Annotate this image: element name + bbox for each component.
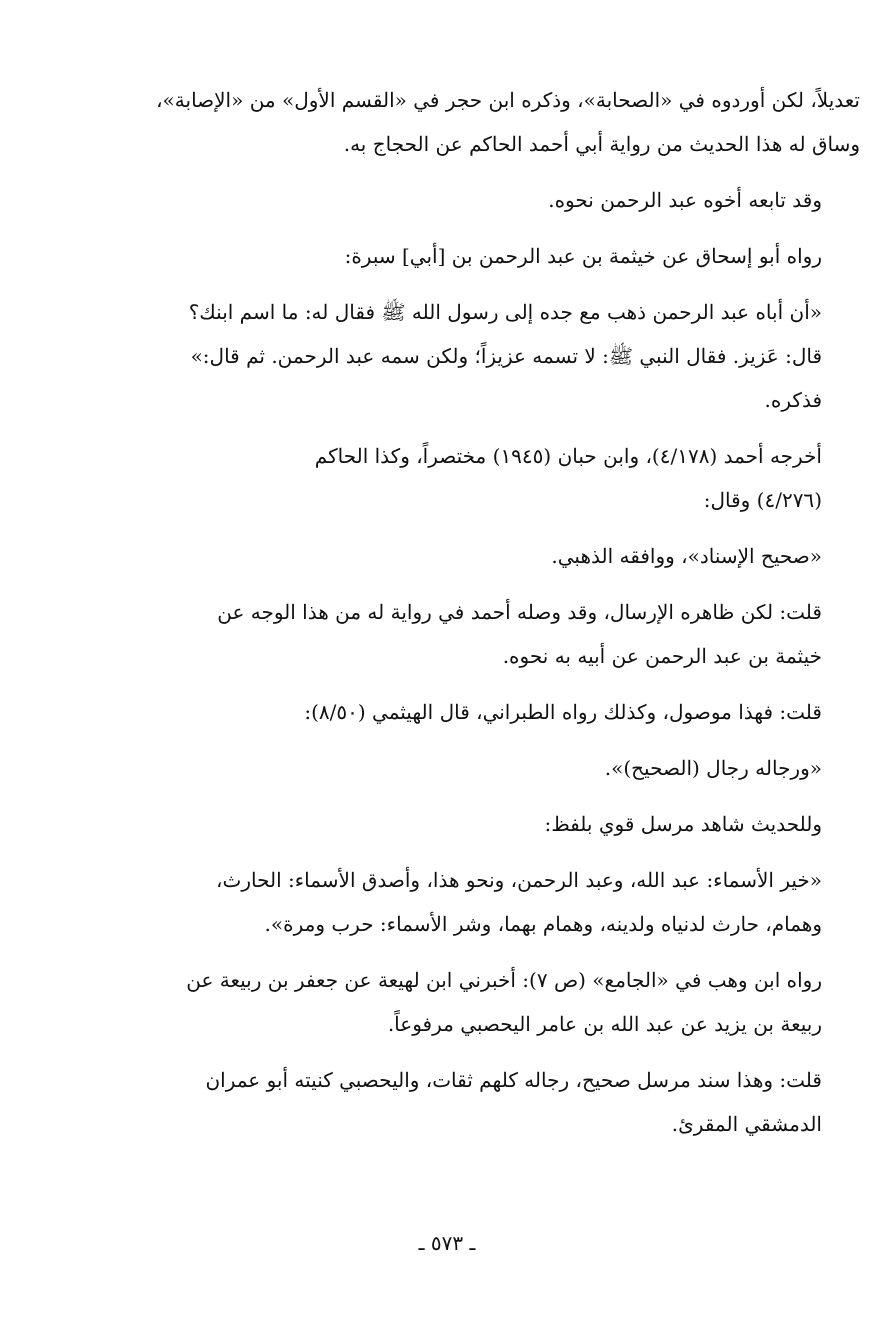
line: (٤/٢٧٦) وقال:: [703, 488, 822, 512]
line: وهمام، حارث لدنياه ولدينه، وهمام بهما، وشر الأسماء: حرب ومرة».: [264, 912, 822, 936]
paragraph-8: [108, 690, 860, 734]
line: وقد تابعه أخوه عبد الرحمن نحوه.: [548, 188, 822, 212]
line: قلت: وهذا سند مرسل صحيح، رجاله كلهم ثقات، واليحصبي كنيته أبو عمران: [205, 1068, 822, 1092]
line: أخرجه أحمد (٤/١٧٨)، وابن حبان (١٩٤٥) مختصراً، وكذا الحاكم: [314, 444, 822, 468]
line: ربيعة بن يزيد عن عبد الله بن عامر اليحصبي مرفوعاً.: [387, 1012, 822, 1036]
line: «أن أباه عبد الرحمن ذهب مع جده إلى رسول الله ﷺ فقال له: ما اسم ابنك؟: [188, 300, 822, 324]
line: قال: عَزيز. فقال النبي ﷺ: لا تسمه عزيزاً؛ ولكن سمه عبد الرحمن. ثم قال:»: [190, 344, 822, 368]
line: وساق له هذا الحديث من رواية أبي أحمد الحاكم عن الحجاج به.: [343, 132, 860, 156]
document-page: [108, 78, 860, 1258]
line: «خير الأسماء: عبد الله، وعبد الرحمن، ونحو هذا، وأصدق الأسماء: الحارث،: [216, 868, 822, 892]
paragraph-3: [108, 234, 860, 278]
paragraph-6: [108, 534, 860, 578]
paragraph-1: [108, 78, 860, 166]
line: وللحديث شاهد مرسل قوي بلفظ:: [544, 812, 822, 836]
paragraph-7: [108, 590, 860, 678]
paragraph-4: [108, 290, 860, 422]
line: فذكره.: [764, 388, 822, 412]
paragraph-13: [108, 1058, 860, 1146]
line: قلت: لكن ظاهره الإرسال، وقد وصله أحمد في رواية له من هذا الوجه عن: [217, 600, 822, 624]
paragraph-9: [108, 746, 860, 790]
line: «صحيح الإسناد»، ووافقه الذهبي.: [551, 544, 822, 568]
paragraph-11: [108, 858, 860, 946]
line: الدمشقي المقرئ.: [671, 1112, 822, 1136]
paragraph-12: [108, 958, 860, 1046]
line: قلت: فهذا موصول، وكذلك رواه الطبراني، قال الهيثمي (٨/٥٠):: [304, 700, 822, 724]
line: رواه أبو إسحاق عن خيثمة بن عبد الرحمن بن [أبي] سبرة:: [344, 244, 822, 268]
page-number: ـ ٥٧٣ ـ: [418, 1231, 476, 1255]
line: «ورجاله رجال (الصحيح)».: [604, 756, 822, 780]
paragraph-10: [108, 802, 860, 846]
paragraph-2: [108, 178, 860, 222]
line: رواه ابن وهب في «الجامع» (ص ٧): أخبرني ابن لهيعة عن جعفر بن ربيعة عن: [186, 968, 822, 992]
paragraph-5: [108, 434, 860, 522]
line: خيثمة بن عبد الرحمن عن أبيه به نحوه.: [502, 644, 822, 668]
line: تعديلاً، لكن أوردوه في «الصحابة»، وذكره ابن حجر في «القسم الأول» من «الإصابة»،: [156, 88, 860, 112]
